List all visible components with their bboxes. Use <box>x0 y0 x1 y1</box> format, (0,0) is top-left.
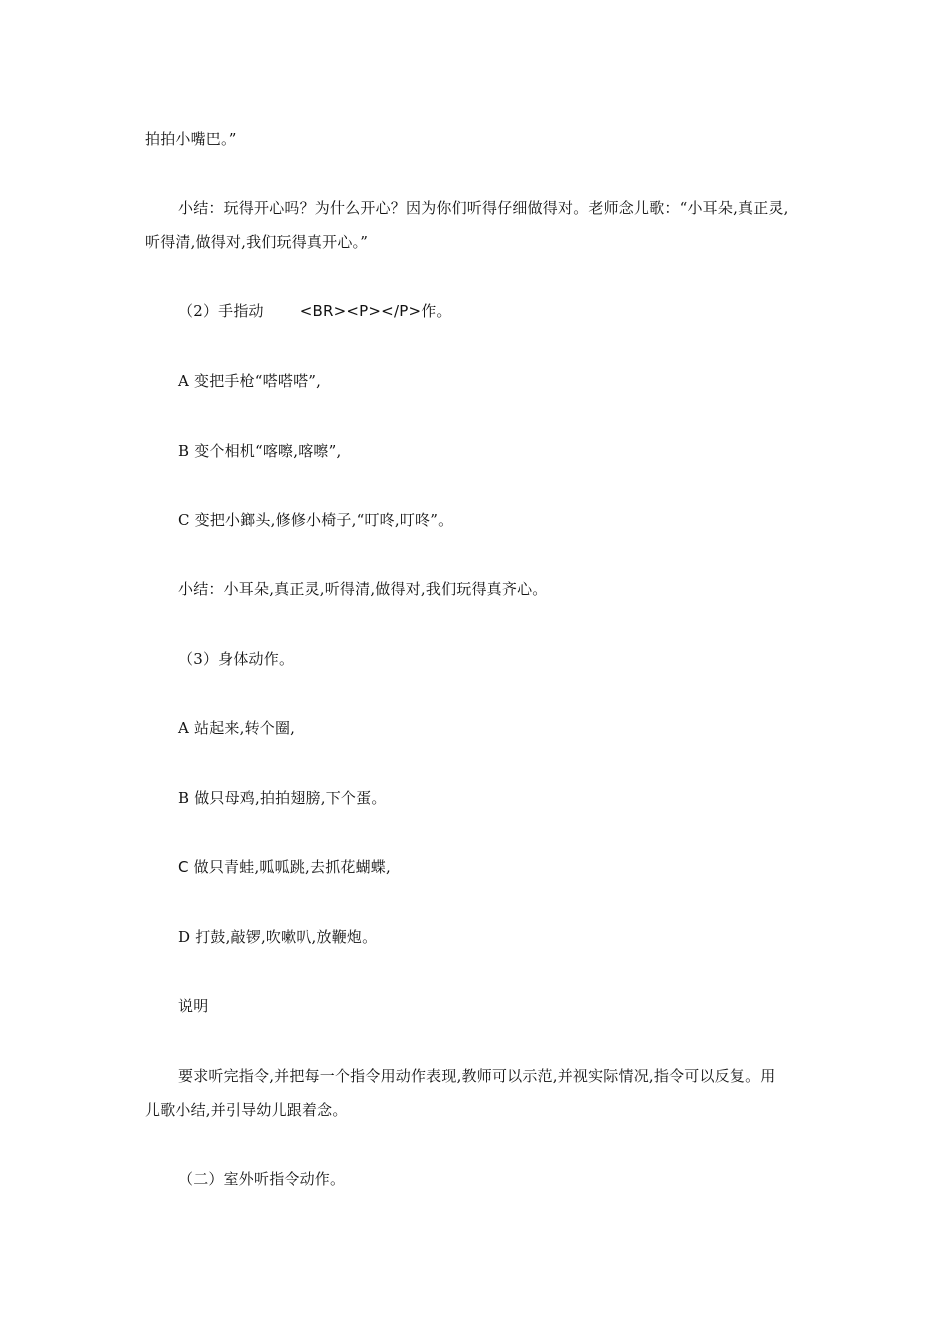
summary-paragraph-line-1: 小结：玩得开心吗？为什么开心？因为你们听得仔细做得对。老师念儿歌：“小耳朵,真正灵, <box>178 199 789 217</box>
section-heading-body-actions: （3）身体动作。 <box>178 650 295 668</box>
list-item: C 变把小鎯头,修修小椅子,“叮咚,叮咚”。 <box>178 511 454 529</box>
section-heading-outdoor: （二）室外听指令动作。 <box>178 1170 346 1188</box>
list-item: B 做只母鸡,拍拍翅膀,下个蛋。 <box>178 789 387 807</box>
note-paragraph-line-1: 要求听完指令,并把每一个指令用动作表现,教师可以示范,并视实际情况,指令可以反复。用 <box>178 1067 776 1085</box>
note-paragraph-line-2: 儿歌小结,并引导幼儿跟着念。 <box>145 1101 348 1119</box>
list-item: D 打鼓,敲锣,吹嗽叭,放鞭炮。 <box>178 928 378 946</box>
list-item: A 站起来,转个圈, <box>178 719 296 737</box>
summary-line: 小结：小耳朵,真正灵,听得清,做得对,我们玩得真齐心。 <box>178 580 548 598</box>
list-item-text: 做只青蛙,呱呱跳,去抓花蝴蝶, <box>188 858 391 876</box>
heading-suffix: 作。 <box>421 302 452 320</box>
list-item: B 变个相机“喀嚓,喀嚓”, <box>178 442 342 460</box>
heading-prefix: （2）手指动 <box>178 302 264 320</box>
list-item <box>178 856 391 878</box>
summary-paragraph-line-2: 听得清,做得对,我们玩得真开心。” <box>145 233 369 251</box>
section-heading-finger-actions <box>178 300 452 322</box>
list-item-letter: C <box>178 858 189 876</box>
note-heading: 说明 <box>178 997 209 1015</box>
text-line: 拍拍小嘴巴。” <box>145 130 237 148</box>
html-tag-text: <BR><P></P> <box>299 302 422 320</box>
list-item: A 变把手枪“嗒嗒嗒”, <box>178 372 322 390</box>
